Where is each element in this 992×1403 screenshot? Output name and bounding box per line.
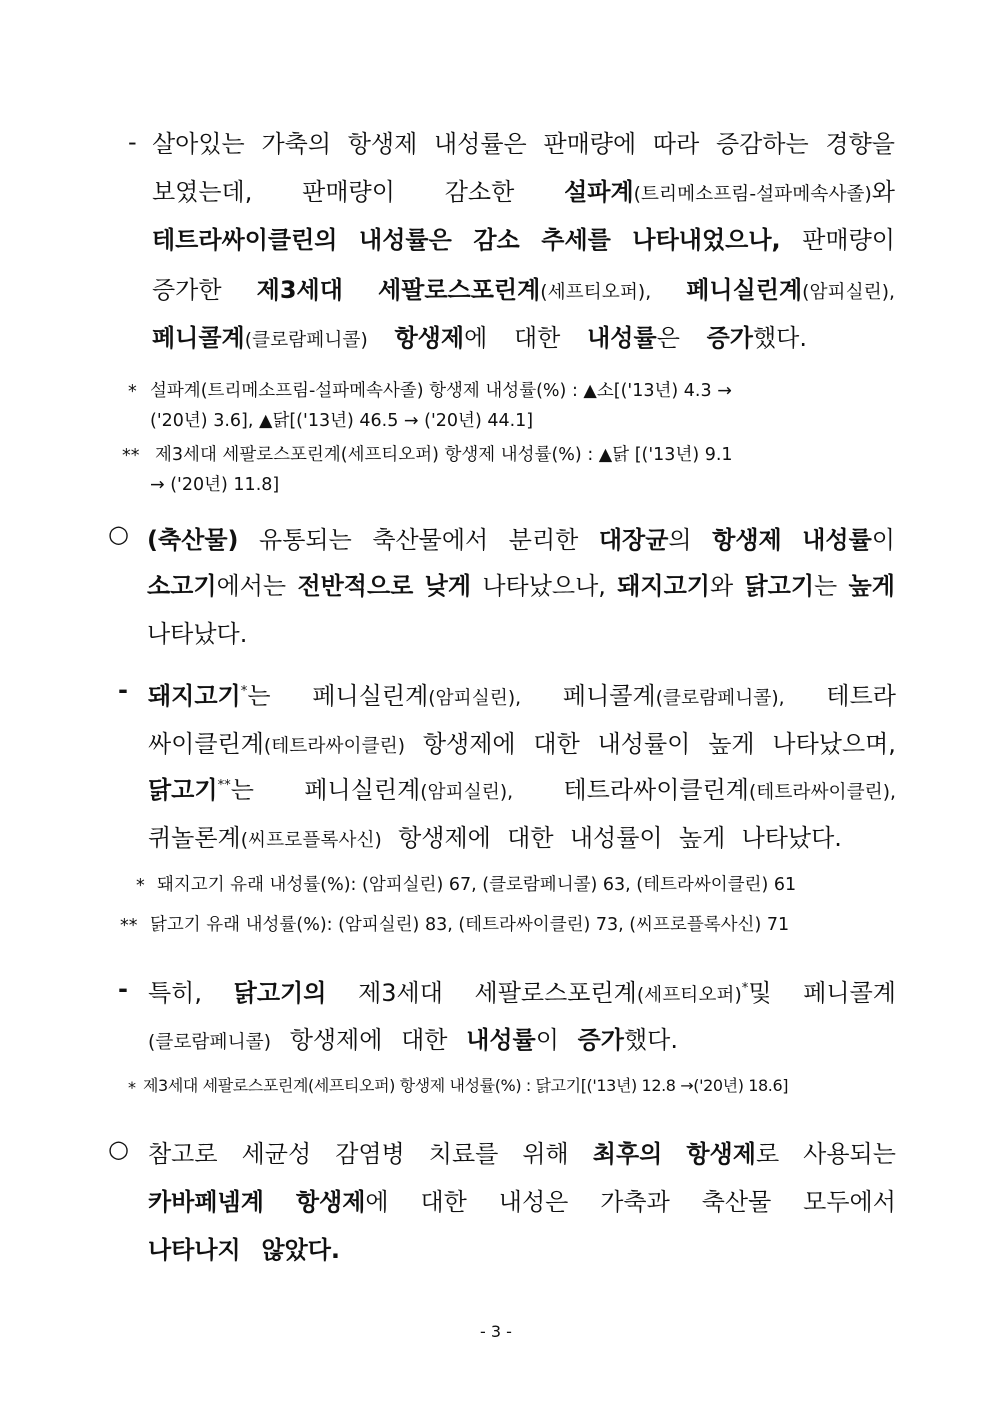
circle-bullet-icon: ○: [108, 1135, 129, 1163]
page-number: - 3 -: [480, 1322, 512, 1341]
text-line: 소고기에서는 전반적으로 낮게 나타났으나, 돼지고기와 닭고기는 높게: [147, 572, 895, 600]
text-line: 퀴놀론계(씨프로플록사신) 항생제에 대한 내성률이 높게 나타났다.: [148, 824, 842, 852]
circle-bullet-icon: ○: [108, 520, 129, 548]
double-asterisk-marker: **: [122, 446, 140, 466]
text-line: 나타나지 않았다.: [148, 1236, 340, 1264]
text-line: 돼지고기*는 페니실린계(암피실린), 페니콜계(클로람페니콜), 테트라: [148, 682, 896, 710]
text-line: (축산물) 유통되는 축산물에서 분리한 대장균의 항생제 내성률이: [147, 526, 895, 554]
footnote-text: 제3세대 세팔로스포린계(세프티오퍼) 항생제 내성률(%) : 닭고기[('13년) 12.8 →('20년) 18.6]: [143, 1076, 789, 1095]
text-line: 나타났다.: [147, 620, 248, 648]
asterisk-marker: *: [136, 876, 145, 896]
dash-marker: -: [118, 975, 128, 1003]
footnote-text: 제3세대 세팔로스포린계(세프티오퍼) 항생제 내성률(%) : ▲닭 [('13년) 9.1: [155, 445, 733, 465]
dash-marker: -: [118, 676, 128, 704]
text-line: 증가한 제3세대 세팔로스포린계(세프티오퍼), 페니실린계(암피실린),: [152, 276, 895, 304]
text-line: 특히, 닭고기의 제3세대 세팔로스포린계(세프티오퍼)*및 페니콜계: [148, 979, 896, 1007]
footnote-text: ('20년) 3.6], ▲닭[('13년) 46.5 → ('20년) 44.1]: [150, 411, 534, 431]
footnote-text: 닭고기 유래 내성률(%): (암피실린) 83, (테트라싸이클린) 73, (씨프로플록사신) 71: [150, 915, 790, 935]
text-line: (클로람페니콜) 항생제에 대한 내성률이 증가했다.: [148, 1026, 678, 1054]
dash-marker: -: [128, 128, 137, 156]
text-line: 보였는데, 판매량이 감소한 설파계(트리메소프림-설파메속사졸)와: [152, 178, 895, 206]
text-line: 닭고기**는 페니실린계(암피실린), 테트라싸이클린계(테트라싸이클린),: [148, 776, 896, 804]
text-line: 살아있는 가축의 항생제 내성률은 판매량에 따라 증감하는 경향을: [152, 130, 895, 158]
footnote-text: → ('20년) 11.8]: [150, 475, 280, 495]
text-line: 싸이클린계(테트라싸이클린) 항생제에 대한 내성률이 높게 나타났으며,: [148, 730, 896, 758]
double-asterisk-marker: **: [120, 916, 138, 936]
footnote-text: 설파계(트리메소프림-설파메속사졸) 항생제 내성률(%) : ▲소[('13년) 4.3 →: [150, 381, 732, 401]
asterisk-marker: *: [128, 382, 137, 402]
footnote-text: 돼지고기 유래 내성률(%): (암피실린) 67, (클로람페니콜) 63, (테트라싸이클린) 61: [157, 875, 797, 895]
text-line: 테트라싸이클린의 내성률은 감소 추세를 나타내었으나, 판매량이: [152, 226, 895, 254]
text-line: 참고로 세균성 감염병 치료를 위해 최후의 항생제로 사용되는: [148, 1140, 896, 1168]
text-line: 카바페넴계 항생제에 대한 내성은 가축과 축산물 모두에서: [148, 1188, 896, 1216]
text-line: 페니콜계(클로람페니콜) 항생제에 대한 내성률은 증가했다.: [152, 324, 807, 352]
asterisk-marker: *: [128, 1078, 136, 1097]
